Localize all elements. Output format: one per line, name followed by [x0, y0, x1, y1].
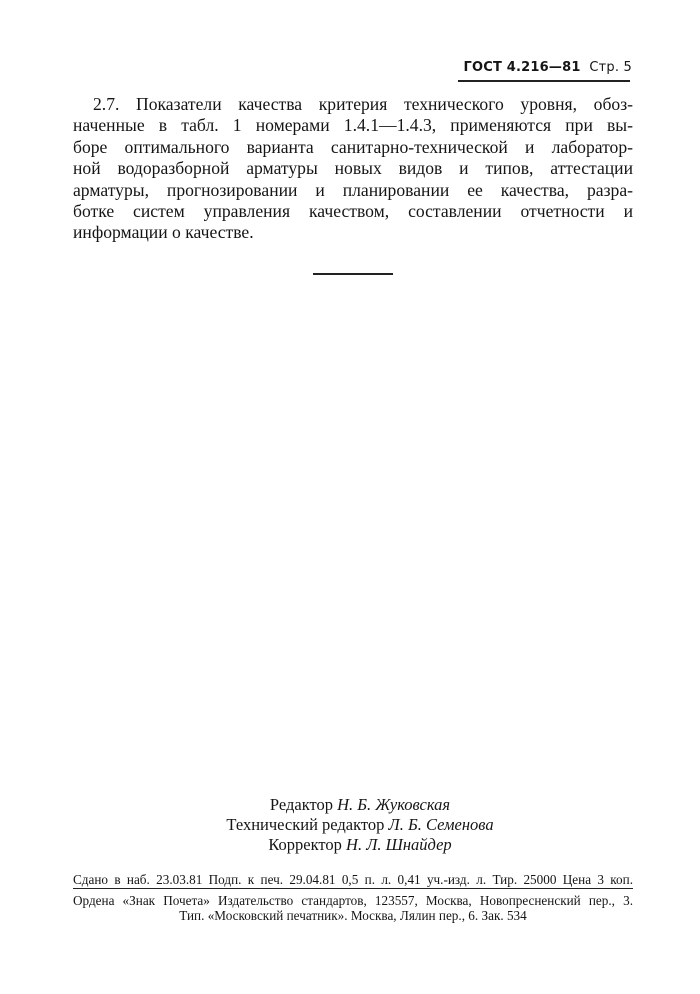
- tech-editor-role: Технический редактор: [226, 815, 385, 834]
- paragraph-line: ной водоразборной арматуры новых видов и типов, аттестации: [73, 158, 633, 179]
- publisher-line-1: Ордена «Знак Почета» Издательство стандартов, 123557, Москва, Новопресненский пер., 3.: [73, 893, 633, 908]
- editor-credit: [160, 795, 560, 815]
- paragraph-line: арматуры, прогнозировании и планировании ее качества, разра-: [73, 179, 633, 200]
- publisher-line-2: Тип. «Московский печатник». Москва, Лялин пер., 6. Зак. 534: [179, 908, 527, 923]
- publisher-info: [73, 893, 633, 923]
- page-header: [458, 60, 632, 75]
- editor-name: Н. Б. Жуковская: [337, 795, 451, 814]
- document-id: ГОСТ 4.216—81: [463, 60, 581, 75]
- section-divider: [313, 273, 393, 275]
- paragraph-line: 2.7. Показатели качества критерия технического уровня, обоз-: [93, 94, 633, 114]
- proofreader-role: Корректор: [268, 835, 342, 854]
- paragraph-line: наченные в табл. 1 номерами 1.4.1—1.4.3, применяются при вы-: [73, 115, 633, 136]
- editorial-credits: [160, 795, 560, 855]
- imprint-rule: [73, 888, 633, 889]
- print-imprint: Сдано в наб. 23.03.81 Подп. к печ. 29.04.81 0,5 п. л. 0,41 уч.-изд. л. Тир. 25000 Цена 3 коп.: [73, 872, 633, 887]
- editor-role: Редактор: [269, 795, 333, 814]
- page-number: Стр. 5: [589, 60, 632, 75]
- tech-editor-credit: [160, 815, 560, 835]
- header-rule: [458, 80, 630, 82]
- paragraph-line: информации о качестве.: [73, 222, 254, 243]
- proofreader-name: Н. Л. Шнайдер: [346, 835, 452, 854]
- paragraph-line: ботке систем управления качеством, составлении отчетности и: [73, 201, 633, 222]
- section-2-7-paragraph: [73, 94, 633, 244]
- proofreader-credit: [160, 835, 560, 855]
- tech-editor-name: Л. Б. Семенова: [388, 815, 494, 834]
- paragraph-line: боре оптимального варианта санитарно-технической и лаборатор-: [73, 136, 633, 157]
